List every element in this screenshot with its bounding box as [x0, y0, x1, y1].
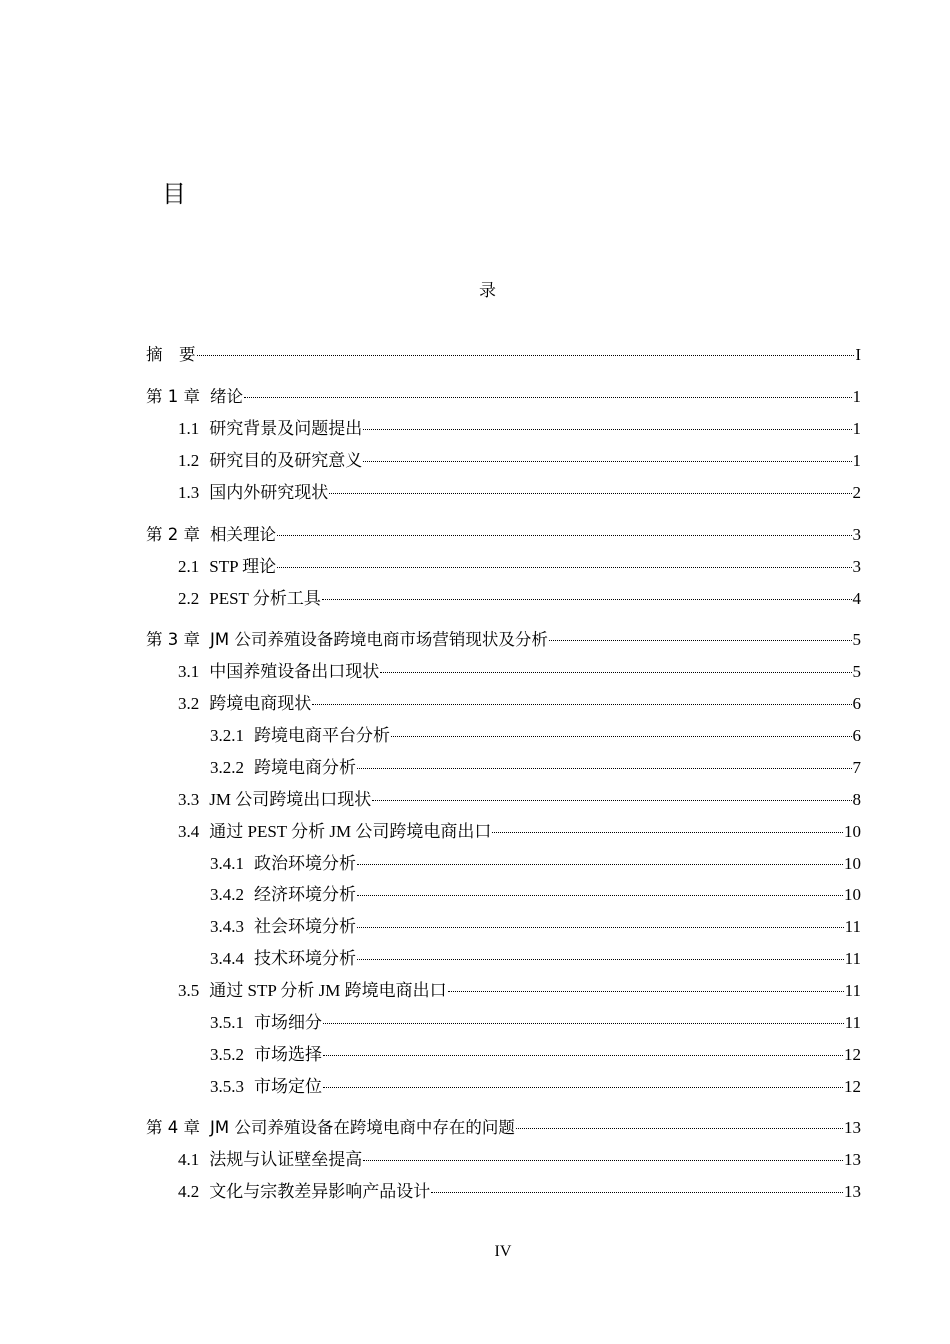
toc-page-number: 11: [844, 917, 861, 936]
toc-entry-number: 3.4.1: [210, 854, 244, 873]
toc-entry-title: JM 公司养殖设备在跨境电商中存在的问题: [210, 1118, 515, 1137]
toc-entry-number: 3.4.3: [210, 917, 244, 936]
toc-page-number: 13: [844, 1118, 861, 1137]
toc-leader-dots: [363, 1160, 843, 1161]
toc-entry-title: PEST 分析工具: [209, 589, 321, 608]
toc-section-entry[interactable]: [178, 789, 861, 811]
toc-leader-dots: [323, 1087, 843, 1088]
toc-page-number: 11: [844, 981, 861, 1000]
toc-entry-title: JM 公司养殖设备跨境电商市场营销现状及分析: [210, 630, 548, 649]
toc-heading-first-char: 目: [162, 180, 186, 208]
toc-leader-dots: [312, 704, 851, 705]
toc-leader-dots: [357, 768, 852, 769]
toc-entry-title: 国内外研究现状: [209, 483, 329, 502]
toc-page-number: 4: [852, 589, 861, 608]
toc-leader-dots: [322, 599, 852, 600]
toc-section-entry[interactable]: [178, 588, 861, 610]
toc-entry-number: 第 2 章: [146, 525, 200, 544]
toc-section-entry[interactable]: [210, 948, 861, 970]
toc-page-number: 3: [852, 557, 861, 576]
toc-page-number: 1: [852, 387, 861, 406]
toc-leader-dots: [431, 1192, 843, 1193]
toc-entry-number: 3.2: [178, 694, 200, 713]
toc-section-entry[interactable]: [178, 482, 861, 504]
toc-leader-dots: [372, 800, 851, 801]
toc-page-number: 8: [852, 790, 861, 809]
toc-entry-number: 3.5.2: [210, 1045, 244, 1064]
toc-entry-title: 中国养殖设备出口现状: [209, 662, 380, 681]
toc-leader-dots: [380, 672, 851, 673]
toc-entry-number: 3.3: [178, 790, 200, 809]
toc-section-entry[interactable]: [178, 1149, 861, 1171]
toc-entry-title: 摘 要: [146, 345, 196, 364]
toc-section-entry[interactable]: [210, 725, 861, 747]
toc-entry-title: 绪论: [210, 387, 243, 406]
toc-leader-dots: [516, 1128, 843, 1129]
toc-leader-dots: [323, 1023, 844, 1024]
toc-section-entry[interactable]: [210, 1044, 861, 1066]
toc-leader-dots: [357, 959, 844, 960]
toc-leader-dots: [244, 397, 852, 398]
toc-page-number: 1: [852, 451, 861, 470]
toc-entry-number: 2.2: [178, 589, 200, 608]
toc-page-number: 3: [852, 525, 861, 544]
toc-page-number: 6: [852, 726, 861, 745]
toc-entry-number: 3.5.1: [210, 1013, 244, 1032]
toc-entry-title: 技术环境分析: [254, 949, 356, 968]
toc-entry-number: 2.1: [178, 557, 200, 576]
toc-entry-title: 通过 STP 分析 JM 跨境电商出口: [209, 981, 447, 1000]
toc-page-number: 6: [852, 694, 861, 713]
toc-section-entry[interactable]: [178, 450, 861, 472]
toc-leader-dots: [197, 355, 855, 356]
toc-page-number: 12: [844, 1045, 861, 1064]
toc-section-entry[interactable]: [178, 693, 861, 715]
toc-entry-title: 研究背景及问题提出: [209, 419, 363, 438]
toc-entry-number: 4.2: [178, 1182, 200, 1201]
toc-section-entry[interactable]: [210, 757, 861, 779]
toc-entry-title: 市场细分: [254, 1013, 322, 1032]
toc-page-number: 10: [844, 854, 861, 873]
toc-entry-number: 1.1: [178, 419, 200, 438]
toc-page-number: 11: [844, 949, 861, 968]
toc-chapter-entry[interactable]: [146, 386, 861, 408]
toc-page-number: I: [855, 345, 861, 364]
toc-chapter-entry[interactable]: [146, 629, 861, 651]
toc-page-number: 13: [844, 1150, 861, 1169]
toc-page-number: 1: [852, 419, 861, 438]
toc-entry-title: 相关理论: [210, 525, 276, 544]
toc-entry-title: 市场选择: [254, 1045, 322, 1064]
toc-leader-dots: [277, 535, 852, 536]
toc-entry-number: 第 3 章: [146, 630, 200, 649]
toc-chapter-entry[interactable]: [146, 1117, 861, 1139]
toc-entry-number: 4.1: [178, 1150, 200, 1169]
toc-entry-number: 3.4: [178, 822, 200, 841]
toc-page-number: 5: [852, 630, 861, 649]
toc-entry-title: 社会环境分析: [254, 917, 356, 936]
toc-leader-dots: [363, 461, 851, 462]
toc-entry-number: 第 4 章: [146, 1118, 200, 1137]
toc-entry-title: JM 公司跨境出口现状: [209, 790, 372, 809]
toc-leader-dots: [391, 736, 852, 737]
toc-section-entry[interactable]: [178, 556, 861, 578]
toc-entry-number: 3.1: [178, 662, 200, 681]
toc-section-entry[interactable]: [178, 1181, 861, 1203]
toc-leader-dots: [448, 991, 844, 992]
toc-leader-dots: [357, 864, 843, 865]
toc-entry-title: 跨境电商平台分析: [254, 726, 390, 745]
toc-chapter-entry[interactable]: [146, 344, 861, 366]
toc-page-number: 12: [844, 1077, 861, 1096]
toc-entry-number: 3.5: [178, 981, 200, 1000]
toc-section-entry[interactable]: [210, 884, 861, 906]
toc-entry-title: 市场定位: [254, 1077, 322, 1096]
toc-leader-dots: [277, 567, 851, 568]
toc-entry-title: 法规与认证壁垒提高: [209, 1150, 363, 1169]
toc-entry-title: 通过 PEST 分析 JM 公司跨境电商出口: [209, 822, 492, 841]
toc-page-number: 11: [844, 1013, 861, 1032]
page-number-footer: IV: [494, 1243, 512, 1260]
toc-page-number: 7: [852, 758, 861, 777]
toc-section-entry[interactable]: [178, 821, 861, 843]
toc-page-number: 2: [852, 483, 861, 502]
toc-entry-number: 3.4.4: [210, 949, 244, 968]
toc-section-entry[interactable]: [178, 661, 861, 683]
toc-section-entry[interactable]: [210, 853, 861, 875]
toc-leader-dots: [549, 640, 852, 641]
toc-section-entry[interactable]: [210, 916, 861, 938]
toc-entry-number: 第 1 章: [146, 387, 200, 406]
toc-leader-dots: [323, 1055, 843, 1056]
toc-entry-title: 文化与宗教差异影响产品设计: [209, 1182, 431, 1201]
toc-leader-dots: [492, 832, 843, 833]
toc-entry-title: 政治环境分析: [254, 854, 356, 873]
toc-leader-dots: [357, 927, 844, 928]
toc-entry-title: 跨境电商现状: [209, 694, 312, 713]
toc-chapter-entry[interactable]: [146, 524, 861, 546]
toc-page-number: 5: [852, 662, 861, 681]
toc-section-entry[interactable]: [178, 980, 861, 1002]
toc-entry-number: 3.5.3: [210, 1077, 244, 1096]
toc-entry-title: STP 理论: [209, 557, 277, 576]
toc-entry-number: 3.4.2: [210, 885, 244, 904]
toc-entry-title: 经济环境分析: [254, 885, 356, 904]
toc-leader-dots: [363, 429, 851, 430]
toc-page-number: 10: [844, 885, 861, 904]
toc-section-entry[interactable]: [210, 1076, 861, 1098]
toc-entry-number: 3.2.2: [210, 758, 244, 777]
toc-entry-number: 1.2: [178, 451, 200, 470]
toc-page-number: 13: [844, 1182, 861, 1201]
toc-section-entry[interactable]: [178, 418, 861, 440]
toc-entry-title: 跨境电商分析: [254, 758, 356, 777]
toc-heading-second-char: 录: [479, 281, 496, 300]
toc-leader-dots: [357, 895, 843, 896]
toc-entry-number: 1.3: [178, 483, 200, 502]
toc-section-entry[interactable]: [210, 1012, 861, 1034]
toc-leader-dots: [329, 493, 851, 494]
toc-entry-title: 研究目的及研究意义: [209, 451, 363, 470]
toc-entry-number: 3.2.1: [210, 726, 244, 745]
toc-page-number: 10: [844, 822, 861, 841]
